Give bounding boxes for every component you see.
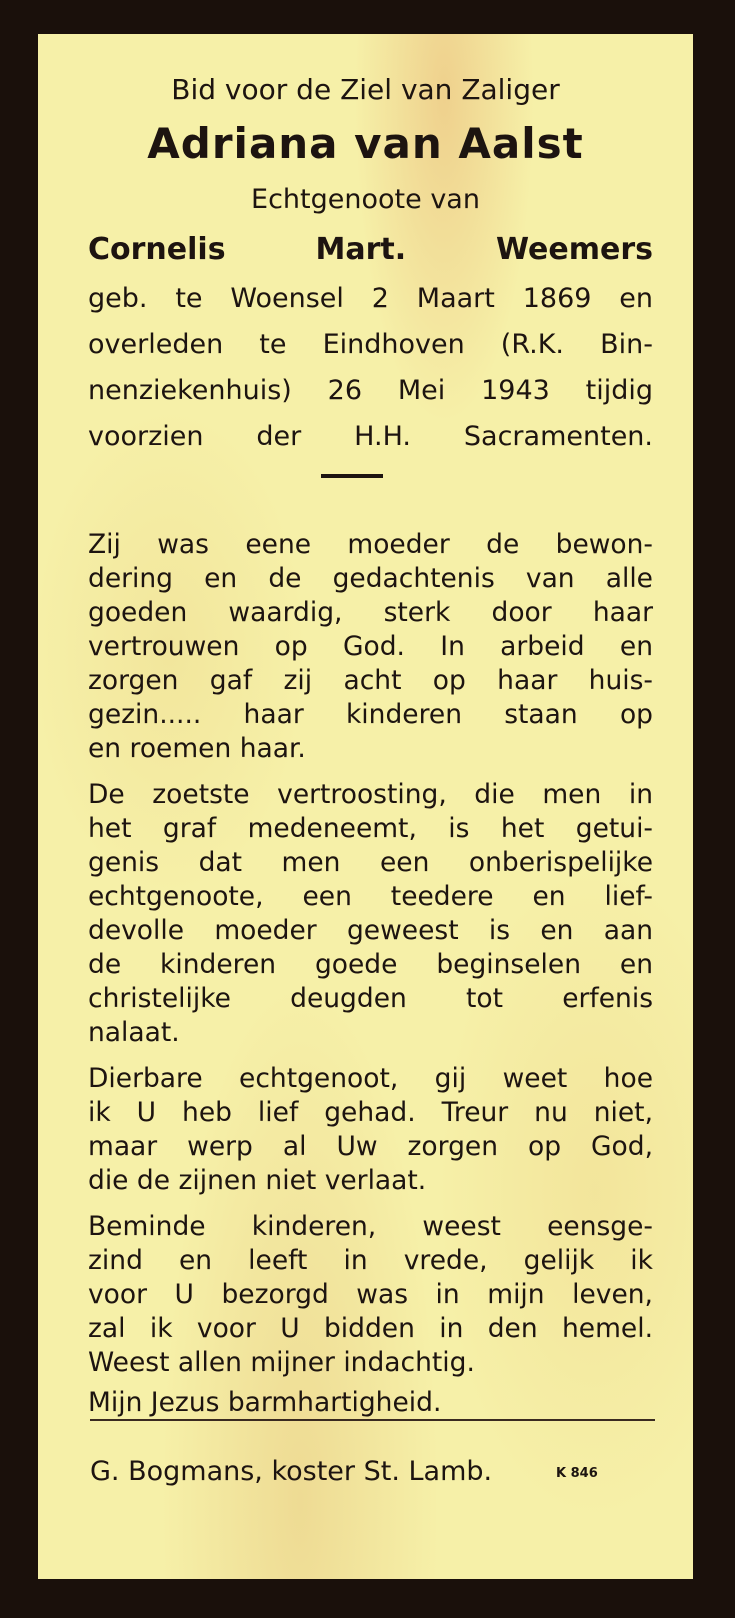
text-line: vertrouwen op God. In arbeid en — [88, 631, 653, 662]
bio-line: voorzien der H.H. Sacramenten. — [88, 421, 653, 452]
footer-divider — [90, 1419, 655, 1421]
text-line: zal ik voor U bidden in den hemel. — [88, 1313, 653, 1344]
text-line: de kinderen goede beginselen en — [88, 949, 653, 980]
text-line: Zij was eene moeder de bewon- — [88, 529, 653, 560]
text-line: zind en leeft in vrede, gelijk ik — [88, 1245, 653, 1276]
text-line: voor U bezorgd was in mijn leven, — [88, 1279, 653, 1310]
bio-line: nenziekenhuis) 26 Mei 1943 tijdig — [88, 375, 653, 406]
text-line: ik U heb lief gehad. Treur nu niet, — [88, 1097, 653, 1128]
text-line: die de zijnen niet verlaat. — [88, 1165, 427, 1196]
bio-line: overleden te Eindhoven (R.K. Bin- — [88, 329, 653, 360]
spouse-name: Cornelis Mart. Weemers — [88, 232, 653, 267]
deceased-name: Adriana van Aalst — [147, 119, 584, 168]
text-line: Beminde kinderen, weest eensge- — [88, 1211, 653, 1242]
memorial-card — [38, 34, 693, 1579]
text-line: nalaat. — [88, 1017, 180, 1048]
text-line: maar werp al Uw zorgen op God, — [88, 1131, 653, 1162]
text-line: gezin..... haar kinderen staan op — [88, 699, 653, 730]
text-line: genis dat men een onberispelijke — [88, 847, 653, 878]
text-line: en roemen haar. — [88, 733, 306, 764]
text-line: christelijke deugden tot erfenis — [88, 983, 653, 1014]
print-code: K 846 — [556, 1466, 598, 1481]
text-line: Weest allen mijner indachtig. — [88, 1347, 475, 1378]
text-line: echtgenoote, een teedere en lief- — [88, 881, 653, 912]
printer-credit: G. Bogmans, koster St. Lamb. — [90, 1456, 493, 1487]
text-line: het graf medeneemt, is het getui- — [88, 813, 653, 844]
text-line: dering en de gedachtenis van alle — [88, 563, 653, 594]
text-line: goeden waardig, sterk door haar — [88, 597, 653, 628]
bio-line: geb. te Woensel 2 Maart 1869 en — [88, 283, 653, 314]
text-line: Dierbare echtgenoot, gij weet hoe — [88, 1063, 653, 1094]
spouse-label: Echtgenoote van — [251, 184, 480, 215]
prayer-heading: Bid voor de Ziel van Zaliger — [171, 73, 560, 106]
closing-line: Mijn Jezus barmhartigheid. — [88, 1387, 442, 1418]
short-divider — [321, 474, 383, 478]
text-line: De zoetste vertroosting, die men in — [88, 779, 653, 810]
text-line: zorgen gaf zij acht op haar huis- — [88, 665, 653, 696]
text-line: devolle moeder geweest is en aan — [88, 915, 653, 946]
